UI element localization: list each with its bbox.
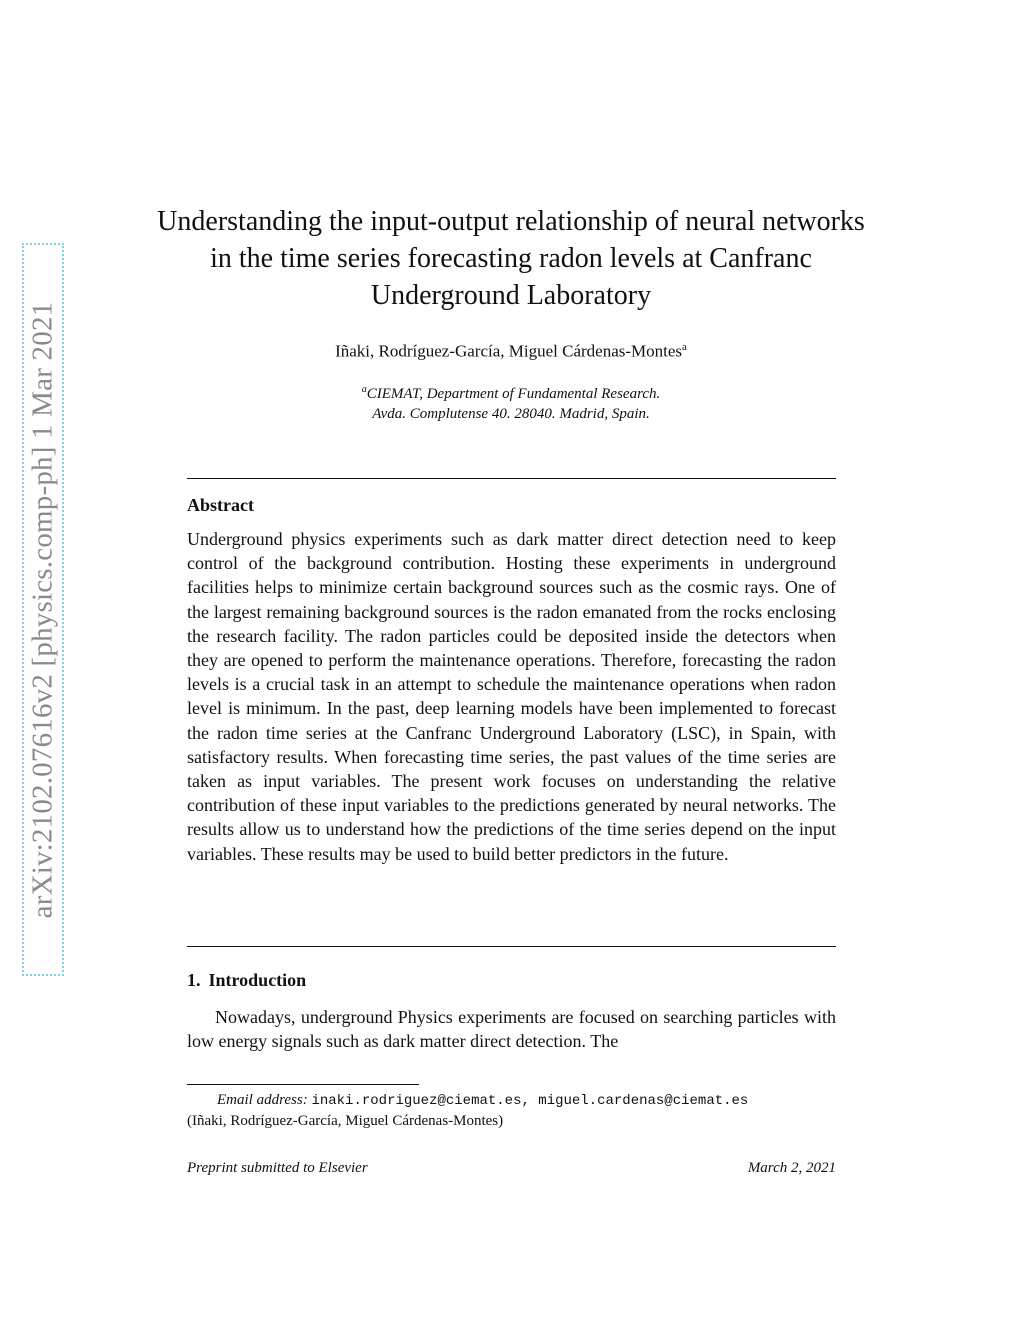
affiliation-line-1	[150, 380, 872, 404]
footnote-email-line	[187, 1090, 836, 1111]
introduction-paragraph: Nowadays, underground Physics experiments are focused on searching particles with low energy signals such as dark matter direct detection. The	[187, 1007, 836, 1052]
author-names: Iñaki, Rodríguez-García, Miguel Cárdenas-Montes	[335, 341, 683, 361]
arxiv-stamp	[22, 243, 64, 976]
submission-date: March 2, 2021	[747, 1160, 836, 1176]
paper-title: Understanding the input-output relationship of neural networks in the time series forecasting radon levels at Canfranc Underground Laboratory	[157, 206, 865, 311]
preprint-note: Preprint submitted to Elsevier	[187, 1160, 368, 1176]
arxiv-id: arXiv:2102.07616v2 [physics.comp-ph] 1 Mar 2021	[26, 301, 59, 918]
abstract-bottom-rule	[187, 946, 836, 947]
abstract-body: Underground physics experiments such as dark matter direct detection need to keep control of the background contribution. Hosting these experiments in underground facilities helps to minimize certain background sources such as the cosmic rays. One of the largest remaining background sources is the radon emanated from the rocks enclosing the research facility. The radon particles could be deposited inside the detectors when they are opened to perform the maintenance operations. Therefore, forecasting the radon levels is a crucial task in an attempt to schedule the maintenance operations when radon level is minimum. In the past, deep learning models have been implemented to forecast the radon time series at the Canfranc Underground Laboratory (LSC), in Spain, with satisfactory results. When forecasting time series, the past values of the time series are taken as input variables. The present work focuses on understanding the relative contribution of these input variables to the predictions generated by neural networks. The results allow us to understand how the predictions of the time series depend on the input variables. These results may be used to build better predictors in the future.	[187, 529, 836, 864]
abstract-heading: Abstract	[187, 495, 254, 515]
affiliation-marker: a	[361, 384, 367, 395]
footnote	[187, 1090, 836, 1131]
affiliation-institution: CIEMAT, Department of Fundamental Research.	[366, 386, 661, 402]
section-heading-introduction	[187, 970, 306, 991]
footnote-names: (Iñaki, Rodríguez-García, Miguel Cárdenas-Montes)	[187, 1113, 504, 1129]
footnote-email-addresses[interactable]: inaki.rodriguez@ciemat.es, miguel.cardenas@ciemat.es	[311, 1093, 749, 1109]
section-number: 1.	[187, 970, 201, 990]
section-title: Introduction	[208, 970, 307, 990]
author-list	[150, 341, 872, 362]
footnote-email-label: Email address:	[217, 1092, 308, 1108]
affiliation-line-2: Avda. Complutense 40. 28040. Madrid, Spain.	[372, 406, 650, 422]
footnote-rule	[187, 1084, 419, 1085]
abstract-top-rule	[187, 478, 836, 479]
author-affiliation-marker: a	[682, 341, 687, 353]
affiliation	[150, 380, 872, 424]
